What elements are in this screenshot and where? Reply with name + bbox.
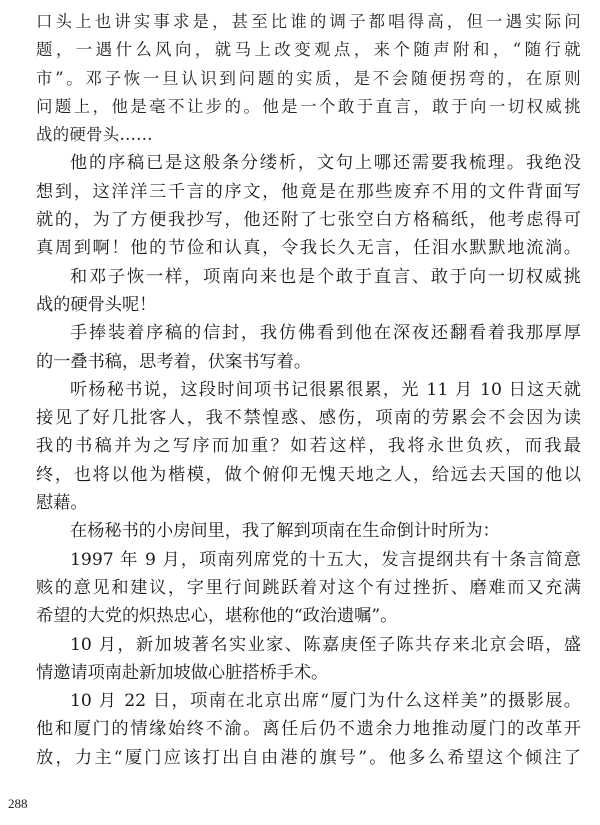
text-line: 战的硬骨头呢！: [36, 294, 157, 315]
text-line: 市”。邓子恢一旦认识到问题的实质，是不会随便拐弯的，在原则: [36, 68, 581, 88]
text-line: 我的书稿并为之写序而加重？如若这样，我将永世负疚，而我最: [36, 436, 581, 457]
text-line: 终，也将以他为楷模，做个俯仰无愧天地之人，给远去天国的他以: [36, 464, 581, 485]
text-line: 真周到啊！他的节俭和认真，令我长久无言，任泪水默默地流淌。: [36, 238, 581, 259]
text-line: 10 月，新加坡著名实业家、陈嘉庚侄子陈共存来北京会晤，盛: [70, 634, 581, 655]
text-line: 接见了好几批客人，我不禁惶惑、感伤，项南的劳累会不会因为读: [36, 408, 581, 429]
text-line: 10 月 22 日，项南在北京出席“厦门为什么这样美”的摄影展。: [70, 691, 581, 712]
text-line: 放，力主“厦门应该打出自由港的旗号”。他多么希望这个倾注了: [36, 747, 581, 768]
page-number: 288: [8, 796, 28, 811]
text-line: 他和厦门的情缘始终不渝。离任后仍不遗余力地推动厦门的改革开: [36, 719, 581, 740]
text-line: 口头上也讲实事求是，甚至比谁的调子都唱得高，但一遇实际问: [36, 12, 581, 31]
text-line: 就的，为了方便我抄写，他还附了七张空白方格稿纸，他考虑得可: [36, 210, 581, 231]
text-line: 他的序稿已是这般条分缕析，文句上哪还需要我梳理。我绝没: [70, 153, 581, 174]
text-line: 的一叠书稿，思考着，伏案书写着。: [36, 351, 312, 372]
text-line: 战的硬骨头……: [36, 125, 153, 145]
text-line: 慰藉。: [36, 493, 88, 514]
text-line: 情邀请项南赴新加坡做心脏搭桥手术。: [36, 662, 329, 683]
text-line: 题，一遇什么风向，就马上改变观点，来个随声附和，“随行就: [36, 40, 581, 60]
body-text: [36, 8, 581, 772]
text-line: 1997 年 9 月，项南列席党的十五大，发言提纲共有十条言简意: [70, 549, 581, 570]
text-line: 希望的大党的炽热忠心，堪称他的“政治遗嘱”。: [36, 606, 398, 627]
text-line: 和邓子恢一样，项南向来也是个敢于直言、敢于向一切权威挑: [70, 266, 581, 287]
text-line: 问题上，他是毫不让步的。他是一个敢于直言，敢于向一切权威挑: [36, 96, 581, 116]
text-line: 赅的意见和建议，字里行间跳跃着对这个有过挫折、磨难而又充满: [36, 577, 581, 598]
text-line: 听杨秘书说，这段时间项书记很累很累，光 11 月 10 日这天就: [70, 379, 581, 400]
text-line: 想到，这洋洋三千言的序文，他竟是在那些废弃不用的文件背面写: [36, 181, 581, 202]
text-line: 在杨秘书的小房间里，我了解到项南在生命倒计时所为：: [70, 521, 500, 542]
text-line: 手捧装着序稿的信封，我仿佛看到他在深夜还翻看着我那厚厚: [70, 323, 581, 344]
